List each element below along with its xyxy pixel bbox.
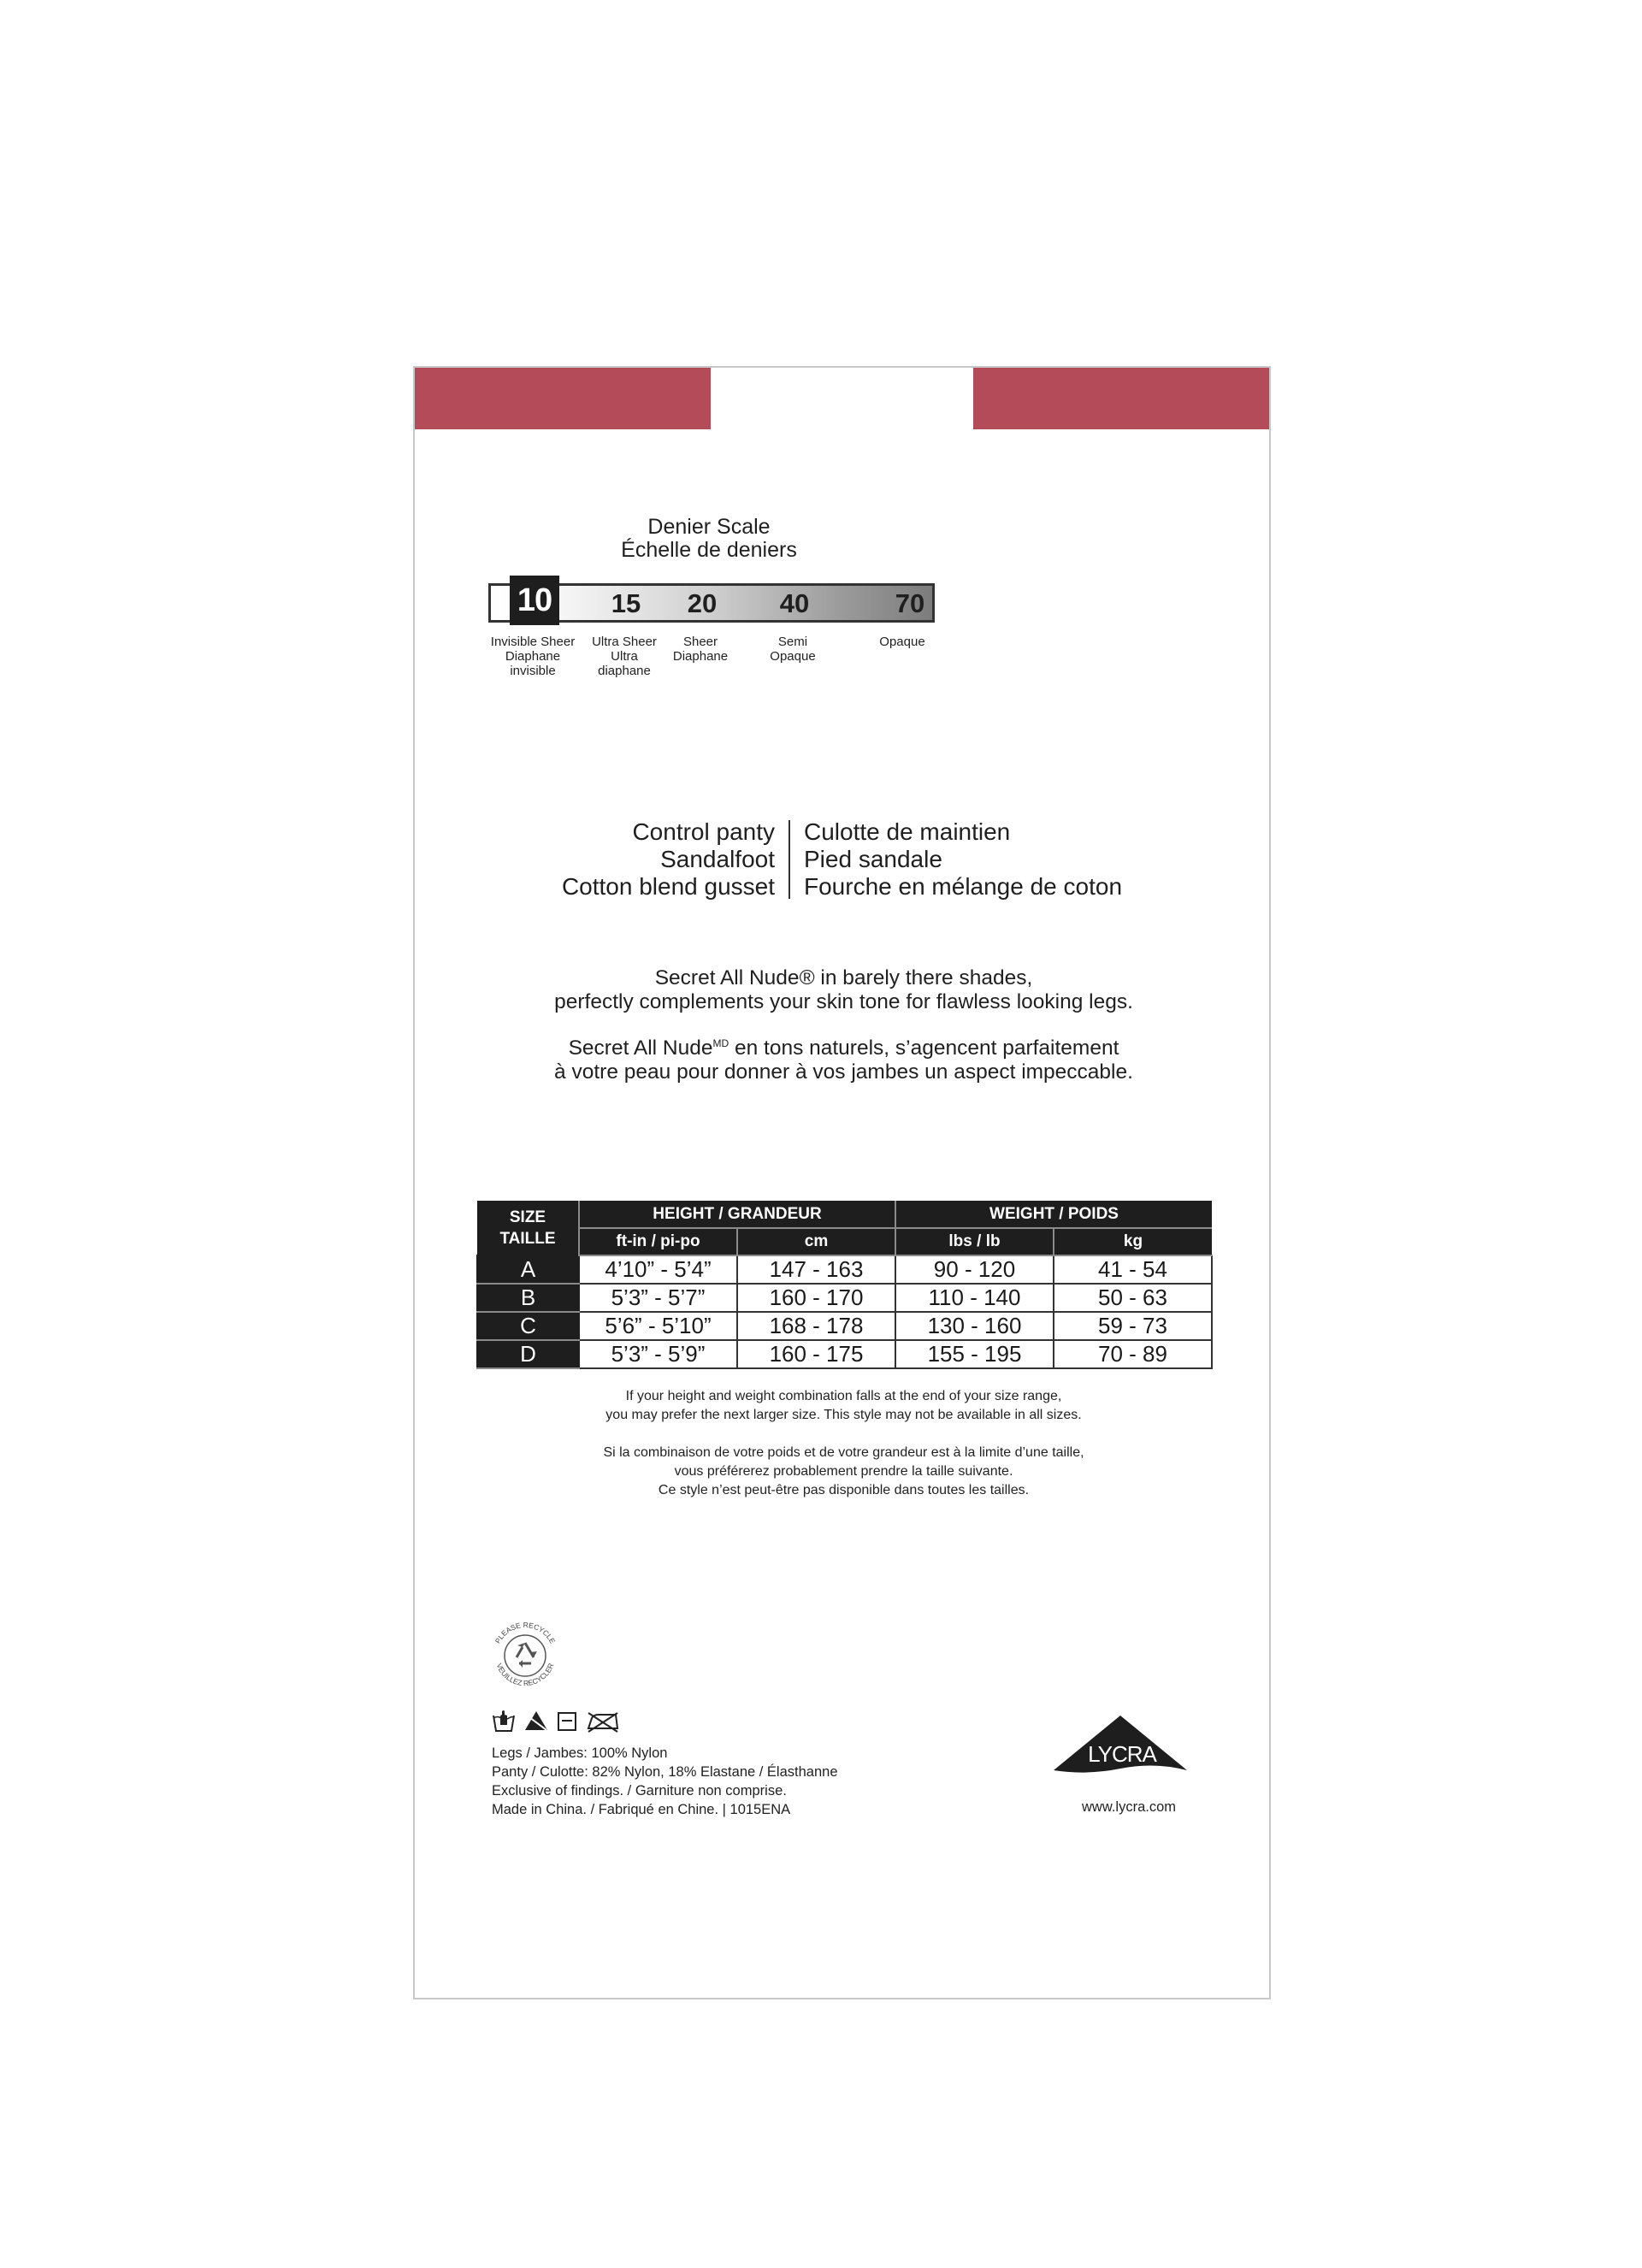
table-row: B 5’3” - 5’7” 160 - 170 110 - 140 50 - 63 bbox=[477, 1284, 1212, 1312]
fabric-content: Legs / Jambes: 100% Nylon Panty / Culotte: 82% Nylon, 18% Elastane / Élasthanne Exclusive of findings. / Garniture non comprise. Made in China. / Fabriqué en Chine. | 1015ENA bbox=[492, 1745, 838, 1817]
table-row: D 5’3” - 5’9” 160 - 175 155 - 195 70 - 89 bbox=[477, 1340, 1212, 1368]
denier-scale-bar bbox=[488, 583, 935, 623]
denier-label: Ultra Sheer Ultra diaphane bbox=[592, 635, 657, 678]
denier-label: Opaque bbox=[879, 635, 925, 649]
denier-title-en: Denier Scale bbox=[647, 515, 771, 539]
size-note-fr: Si la combinaison de votre poids et de votre grandeur est à la limite d’une taille, vous préférerez probablement prendre la taille suivante. Ce style n’est peut-être pas disponible dans toutes les tailles. bbox=[603, 1445, 1084, 1497]
column-header: ft-in / pi-po bbox=[579, 1228, 737, 1255]
column-header: kg bbox=[1054, 1228, 1212, 1255]
size-header: SIZE TAILLE bbox=[477, 1201, 579, 1255]
denier-scale-title bbox=[540, 516, 878, 562]
denier-label: Sheer Diaphane bbox=[672, 635, 729, 664]
svg-text:LYCRA: LYCRA bbox=[1088, 1741, 1156, 1767]
denier-value: 40 bbox=[779, 588, 810, 618]
size-chart-table bbox=[476, 1201, 1213, 1369]
column-header: cm bbox=[737, 1228, 895, 1255]
hand-wash-icon bbox=[491, 1708, 517, 1733]
denier-value: 70 bbox=[895, 588, 925, 618]
brand-band-left bbox=[415, 368, 711, 429]
column-header: lbs / lb bbox=[895, 1228, 1054, 1255]
denier-label: Invisible Sheer Diaphane invisible bbox=[490, 635, 576, 678]
denier-active-value: 10 bbox=[510, 576, 559, 625]
lycra-url: www.lycra.com bbox=[1082, 1799, 1177, 1815]
denier-value: 20 bbox=[687, 588, 718, 618]
features-fr: Culotte de maintien Pied sandale Fourche en mélange de coton bbox=[804, 818, 1123, 900]
promo-en: Secret All Nude® in barely there shades, perfectly complements your skin tone for flawless looking legs. bbox=[554, 966, 1133, 1013]
recycle-icon bbox=[487, 1617, 564, 1694]
brand-band-right bbox=[973, 368, 1269, 429]
lycra-logo bbox=[1052, 1712, 1189, 1789]
height-header: HEIGHT / GRANDEUR bbox=[579, 1201, 895, 1228]
denier-value: 15 bbox=[611, 588, 641, 618]
promo-fr: Secret All Nude$^{MD}$ en tons naturels, s’agencent parfaitement à votre peau pour donner à vos jambes un aspect impeccable. bbox=[554, 1037, 1133, 1084]
svg-text:VEUILLEZ RECYCLER: VEUILLEZ RECYCLER bbox=[494, 1662, 556, 1688]
features-divider bbox=[789, 820, 790, 899]
svg-text:PLEASE RECYCLE: PLEASE RECYCLE bbox=[493, 1620, 558, 1645]
denier-title-fr: Échelle de deniers bbox=[621, 538, 797, 562]
size-note-en: If your height and weight combination falls at the end of your size range, you may prefer the next larger size. This style may not be available in all sizes. bbox=[605, 1389, 1082, 1422]
dry-flat-icon bbox=[556, 1708, 578, 1733]
table-row: C 5’6” - 5’10” 168 - 178 130 - 160 59 - 73 bbox=[477, 1312, 1212, 1340]
table-row: A 4’10” - 5’4” 147 - 163 90 - 120 41 - 54 bbox=[477, 1255, 1212, 1284]
no-iron-icon bbox=[585, 1708, 621, 1733]
no-bleach-icon bbox=[523, 1708, 549, 1733]
weight-header: WEIGHT / POIDS bbox=[895, 1201, 1212, 1228]
care-icons bbox=[491, 1706, 621, 1733]
package-panel bbox=[413, 366, 1271, 1999]
denier-label: Semi Opaque bbox=[770, 635, 816, 664]
features-en: Control panty Sandalfoot Cotton blend gusset bbox=[561, 818, 775, 900]
